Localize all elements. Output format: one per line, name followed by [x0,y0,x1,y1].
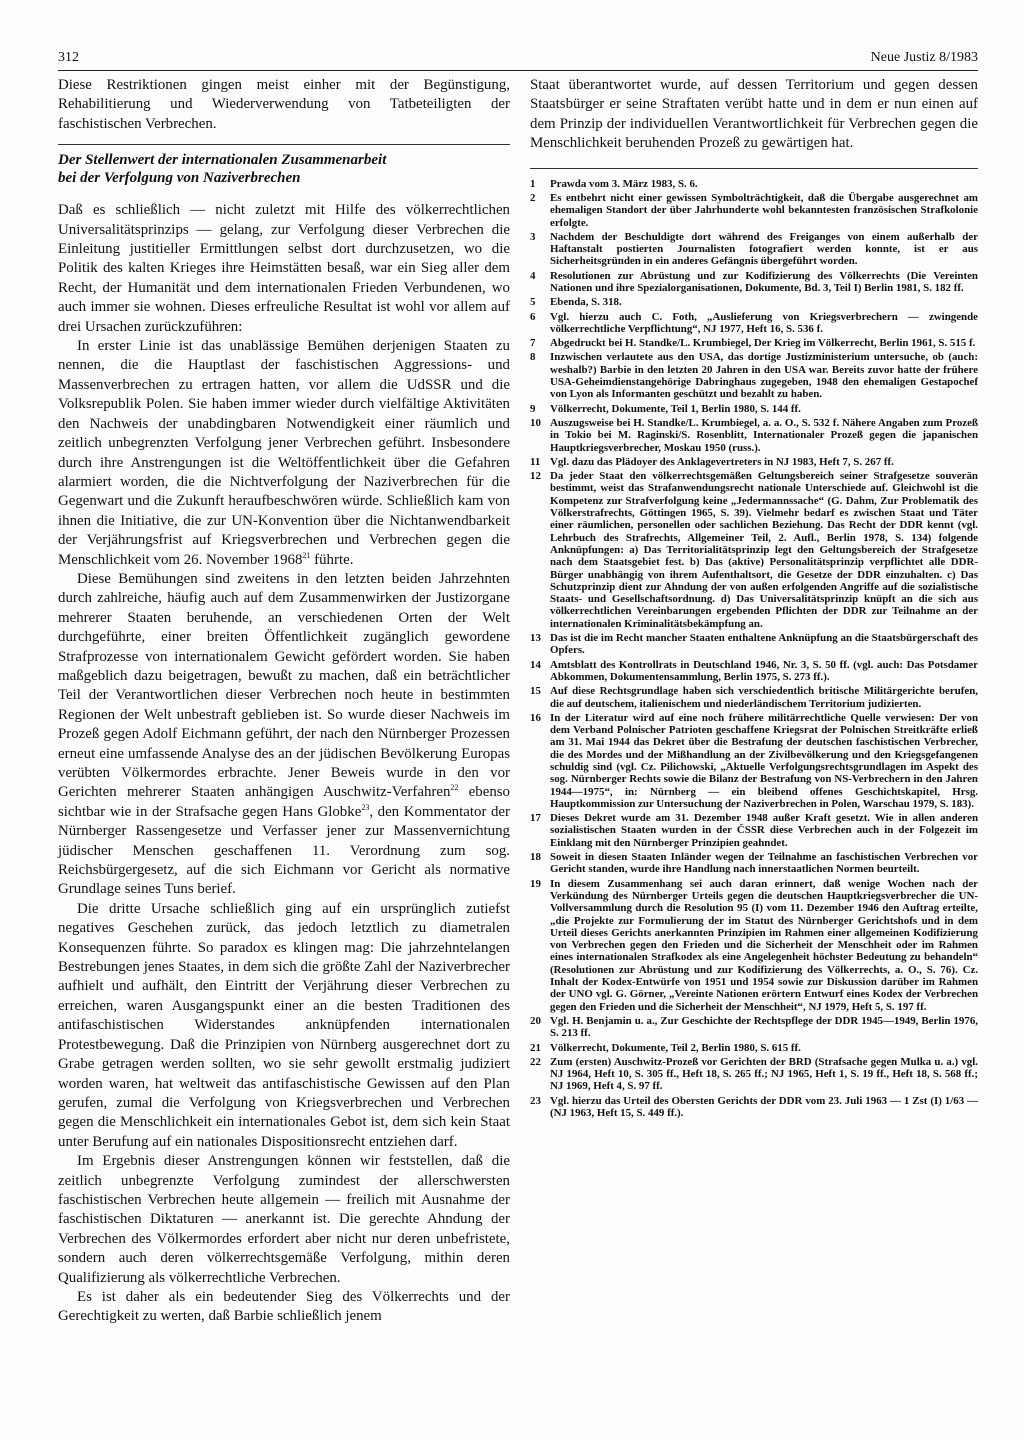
footnote-ref-23: 23 [361,802,370,812]
footnote-item [530,403,978,415]
footnote-item [530,712,978,810]
footnote-number: 7 [530,337,536,350]
footnote-number: 21 [530,1041,541,1054]
footnote-text: Dieses Dekret wurde am 31. Dezember 1948 außer Kraft gesetzt. Wie in allen anderen sozialistischen Staaten wurden in der ČSSR diese Verbrechen auch in der Folgezeit im Einklang mit den Nürnberger Prinzipien geahndet. [550,812,978,849]
footnote-item [530,231,978,268]
section-heading [58,151,510,187]
footnote-text: Inzwischen verlautete aus den USA, das dortige Justizministerium untersuche, ob (auch: weshalb?) Barbie in den letzten 20 Jahren in den USA war. Bereits zuvor hatte der frühere USA-Geheimdienstangehörige Dabringhaus zugegeben, 1948 den ehemaligen Gestapochef von Lyon als Informanten geschützt und bezahlt zu haben. [550,351,978,401]
footnote-ref-22: 22 [450,783,459,793]
footnote-item [530,878,978,1013]
journal-title: Neue Justiz 8/1983 [870,50,978,65]
footnote-text: Vgl. hierzu das Urteil des Obersten Gerichts der DDR vom 23. Juli 1963 — 1 Zst (I) 1/63 — (NJ 1963, Heft 15, S. 449 ff.). [550,1094,978,1119]
footnote-text: Da jeder Staat den völkerrechtsgemäßen Geltungsbereich seiner Strafgesetze souverän bestimmt, weist das Strafanwendungsrecht nationale Unterschiede auf. Gleichwohl ist die Kompetenz zur Strafverfolgung keine „Jedermannssache“ (G. Dahm, Zur Problematik des Völkerstrafrechts, Göttingen 1965, S. 39). Vielmehr bedarf es zwischen Staat und Täter einer räumlichen, personellen oder sachlichen Beziehung. Das Recht der DDR kennt (vgl. Lehrbuch des Strafrechts, Allgemeiner Teil, 2. Aufl., Berlin 1978, S. 134) folgende Anknüpfungen: a) Das Territorialitätsprinzip legt den Geltungsbereich der Strafgesetze nach dem Staatsgebiet fest. b) Das (aktive) Personalitätsprinzip verpflichtet alle DDR-Bürger unabhängig von ihrem Aufenthaltsort, die Gesetze der DDR einzuhalten. c) Das Schutzprinzip dient zur Ahndung der von außen erfolgenden Angriffe auf die sozialistische Staats- und Gesellschaftsordnung. d) Das Universalitätsprinzip knüpft an die sich aus völkerrechtlichen Vereinbarungen ergebenden Pflichten der DDR zur Teilnahme an der internationalen Kriminalitätsbekämpfung an. [550,470,978,630]
body-paragraph-3 [58,570,510,900]
footnote-text: In der Literatur wird auf eine noch frühere militärrechtliche Quelle verwiesen: Der von dem Verband Polnischer Patrioten geschaffene Kriegsrat der Polnischen Streitkräfte erließ am 31. Mai 1944 das Dekret über die Bestrafung der deutschen faschistischen Verbrecher, die des Mordes und der Mißhandlung an der Zivilbevölkerung und den Kriegsgefangenen schuldig sind (vgl. Cz. Pilichowski, „Aktuelle Verfolgungsrechtsgrundlagen im Aspekt des sog. Nürnberger Rechts sowie die Bilanz der Bestrafung von NS-Verbrechern in den Jahren 1944—1975“, in: Nürnberg — ein bleibend offenes Geschichtskapitel, Hrsg. Hauptkommission zur Untersuchung der Naziverbrechen in Polen, Warschau 1979, S. 183). [550,711,978,810]
footnote-number: 19 [530,877,541,890]
footnote-item [530,351,978,400]
p3-text-a: Diese Bemühungen sind zweitens in den letzten beiden Jahrzehnten durch zahlreiche, häufig auch auf dem Zusammenwirken der Justizorgane mehrerer Staaten beruhende, an verschiedenen Orten der Welt durchgeführte, einer breiten Öffentlichkeit zugänglich gewordene Strafprozesse von internationalem Gewicht gefördert worden. Sie haben maßgeblich dazu beigetragen, bewußt zu machen, daß ein beträchtlicher Teil der Verantwortlichen dieser Verbrechen noch heute in bestimmten Regionen der Welt unbestraft geblieben ist. So wurde dieser Nachweis im Prozeß gegen Adolf Eichmann geführt, der nach den Nürnberger Prozessen erneut eine umfassende Analyse des an der jüdischen Bevölkerung Europas verübten Völkermordes erbrachte. Jener Beweis wurde in den vor Gerichten mehrerer Staaten anhängigen Auschwitz-Verfahren [58,570,510,801]
footnote-text: Zum (ersten) Auschwitz-Prozeß vor Gerichten der BRD (Strafsache gegen Mulka u. a.) vgl. NJ 1964, Heft 10, S. 305 ff., Heft 18, S. 265 ff.; NJ 1965, Heft 1, S. 19 ff., Heft 18, S. 568 ff.; NJ 1969, Heft 4, S. 97 ff. [550,1055,978,1093]
footnote-number: 4 [530,269,536,282]
footnote-number: 15 [530,685,541,698]
footnote-item [530,812,978,849]
footnote-text: Auszugsweise bei H. Standke/L. Krumbiegel, a. a. O., S. 532 f. Nähere Angaben zum Prozeß in Tokio bei M. Raginski/S. Rosenblitt, Internationaler Prozeß gegen die japanischen Hauptkriegsverbrecher, Moskau 1950 (russ.). [550,416,978,454]
footnote-item [530,1095,978,1120]
footnote-item [530,417,978,454]
page-header [58,50,978,72]
footnote-text: Das ist die im Recht mancher Staaten enthaltene Anknüpfung an die Staatsbürgerschaft des Opfers. [550,632,978,657]
footnote-item [530,192,978,229]
footnote-number: 23 [530,1094,541,1107]
footnote-text: Auf diese Rechtsgrundlage haben sich verschiedentlich britische Militärgerichte berufen, die auf deutschem, italienischem und niederländischem Territorium judizierten. [550,685,978,710]
footnote-item [530,470,978,630]
left-body [58,201,510,1327]
intro-paragraph: Diese Restriktionen gingen meist einher mit der Begünstigung, Rehabilitierung und Wiederverwendung von Tatbeteiligten der faschistischen Verbrechen. [58,77,510,132]
footnote-text: Vgl. dazu das Plädoyer des Anklagevertreters in NJ 1983, Heft 7, S. 267 ff. [550,455,894,468]
heading-line-1: Der Stellenwert der internationalen Zusammenarbeit [58,152,387,169]
footnote-text: Resolutionen zur Abrüstung und zur Kodifizierung des Völkerrechts (Die Vereinten Nationen und ihre Spezialorganisationen, Dokumente, Bd. 3, Teil I) Berlin 1981, S. 182 ff. [550,269,978,294]
footnote-text: In diesem Zusammenhang sei auch daran erinnert, daß wenige Wochen nach der Verkündung des Nürnberger Urteils gegen die deutschen Hauptkriegsverbrecher die UN-Vollversammlung durch die Resolution 95 (I) vom 11. Dezember 1946 den Auftrag erteilte, „die Projekte zur Formulierung der im Statut des Nürnberger Gerichtshofs und in dem Urteil dieses Gerichts anerkannten Prinzipien im Rahmen einer allgemeinen Kodifizierung von Verbrechen gegen den Frieden und die Sicherheit der Menschheit oder im Rahmen eines internationalen Strafkodex als eine Angelegenheit höchster Bedeutung zu behandeln“ (Resolutionen zur Abrüstung und zur Kodifizierung des Völkerrechts, a. O., S. 76). Cz. Inhalt der Kodex-Entwürfe von 1951 und 1954 sowie zur Diskussion darüber im Rahmen der UNO vgl. G. Görner, „Vereinte Nationen erörtern Entwurf eines Kodex der Verbrechen gegen den Frieden und die Sicherheit der Menschheit“, NJ 1979, Heft 5, S. 197 ff. [550,877,978,1013]
footnote-number: 14 [530,658,541,671]
footnote-text: Vgl. H. Benjamin u. a., Zur Geschichte der Rechtspflege der DDR 1945—1949, Berlin 1976, S. 213 ff. [550,1014,978,1040]
footnote-number: 20 [530,1014,541,1027]
body-paragraph-1: Daß es schließlich — nicht zuletzt mit Hilfe des völkerrechtlichen Universalitätsprinzips — gelang, zur Verfolgung dieser Verbrechen die Einleitung justitieller Ermittlungen selbst dort durchzusetzen, wo die Politik des kalten Krieges ihre Heimstätten besaß, war ein Sieg aller dem Recht, der Humanität und dem internationalen Frieden Verbundenen, wo auch immer sie wohnen. Dieses erfreuliche Resultat ist wohl vor allem auf drei Ursachen zurückzuführen: [58,202,510,335]
footnote-item [530,311,978,336]
footnote-text: Es entbehrt nicht einer gewissen Symbolträchtigkeit, daß die Übergabe ausgerechnet am ehemaligen Standort der über Jahrhunderte wohl bekanntesten französischen Strafkolonie erfolgte. [550,191,978,229]
footnote-rule [530,168,978,169]
footnote-number: 13 [530,632,541,645]
header-rule [58,70,978,71]
page-number: 312 [58,50,79,65]
footnote-item [530,1042,978,1054]
p3-text-c: , den Kommentator der Nürnberger Rassengesetze und Verfasser jener zur Massenvernichtung jüdischer Menschen geschaffenen 11. Verordnung zum sog. Reichsbürgergesetz, auf die sich Eichmann vor Gericht als normative Grundlage seines Tuns berief. [58,803,510,898]
footnote-number: 12 [530,470,541,483]
footnote-item [530,685,978,710]
heading-line-2: bei der Verfolgung von Naziverbrechen [58,170,301,187]
p3-text-b: ebenso sichtbar wie in der Strafsache gegen Hans Globke [58,784,510,820]
footnote-text: Ebenda, S. 318. [550,296,622,309]
footnote-number: 1 [530,177,536,190]
footnote-item [530,1056,978,1093]
footnote-number: 8 [530,351,536,364]
footnote-text: Nachdem der Beschuldigte dort während des Freiganges von einem außerhalb der Haftanstalt postierten Journalisten fotografiert werden konnte, ist er aus Sicherheitsgründen in ein anderes Gefängnis übergeführt worden. [550,230,978,268]
footnote-item [530,659,978,684]
footnote-item [530,337,978,349]
p2-end: führte. [310,551,354,568]
footnote-text: Amtsblatt des Kontrollrats in Deutschland 1946, Nr. 3, S. 50 ff. (vgl. auch: Das Potsdamer Abkommen, Dokumentensammlung, Berlin 1975, S. 273 ff.). [550,658,978,683]
footnote-number: 16 [530,711,541,724]
section-rule [58,144,510,145]
body-paragraph-6: Es ist daher als ein bedeutender Sieg des Völkerrechts und der Gerechtigkeit zu werten, daß Barbie schließlich jenem [58,1288,510,1325]
footnote-item [530,851,978,876]
footnote-text: Völkerrecht, Dokumente, Teil 1, Berlin 1980, S. 144 ff. [550,402,801,415]
footnote-list [530,178,978,1120]
footnote-text: Soweit in diesen Staaten Inländer wegen der Teilnahme an faschistischen Verbrechen vor Gericht standen, wurde ihre Handlung nach innerstaatlichen Normen beurteilt. [550,851,978,876]
footnote-item [530,1015,978,1040]
footnote-number: 18 [530,851,541,864]
footnote-number: 5 [530,296,536,309]
footnote-text: Vgl. hierzu auch C. Foth, „Auslieferung von Kriegsverbrechern — zwingende völkerrechtliche Verpflichtung“, NJ 1977, Heft 16, S. 536 f. [550,310,978,335]
footnote-number: 3 [530,230,536,243]
footnote-item [530,178,978,190]
footnote-number: 6 [530,310,536,323]
right-intro-paragraph: Staat überantwortet wurde, auf dessen Territorium und gegen dessen Staatsbürger er seine Straftaten verübt hatte und in dem er nun einen auf dem Prinzip der individuellen Verantwortlichkeit für Verbrechen gegen die Menschlichkeit beruhenden Prozeß zu gewärtigen hat. [530,77,978,152]
footnote-ref-21: 21 [302,550,311,560]
footnote-item [530,456,978,468]
footnote-number: 10 [530,416,541,429]
footnote-item [530,270,978,295]
body-paragraph-5: Im Ergebnis dieser Anstrengungen können wir feststellen, daß die zeitlich unbegrenzte Verfolgung zumindest der allerschwersten faschistischen Verbrechen heute allgemein — freilich mit Ausnahme der faschistischen Diktaturen — anerkannt ist. Die gerechte Ahndung der Verbrechen des Völkermordes erfordert aber nicht nur deren unbefristete, sondern auch deren völkerrechtsgemäße Verfolgung, mithin deren Qualifizierung als völkerrechtliche Verbrechen. [58,1153,510,1286]
right-column [530,76,978,1121]
footnote-number: 9 [530,402,536,415]
body-paragraph-4: Die dritte Ursache schließlich ging auf ein ursprünglich zutiefst negatives Geschehen zurück, das jedoch letztlich zu diametralen Konsequenzen führte. So paradox es klingen mag: Die jahrzehntelangen Bestrebungen jenes Staates, in dem sich die größte Zahl der Naziverbrecher aufhielt und aufhält, den Eintritt der Verjährung dieser Verbrechen zu erreichen, waren Ausgangspunkt einer an die besten Traditionen des antifaschistischen Widerstandes anknüpfenden internationalen Protestbewegung. Daß die Prinzipien von Nürnberg ausgerechnet dort zu Grabe getragen werden sollten, wo sie sehr gewollt erstmalig judiziert worden waren, hat weltweit das antifaschistische Gewissen auf den Plan gerufen, zumal die Verfolgung von Kriegsverbrechen und Verbrechen gegen die Menschlichkeit ein internationales Gebot ist, dem sich kein Staat unter Berufung auf ein nationales Dispositionsrecht entziehen darf. [58,900,510,1150]
footnote-number: 11 [530,455,541,468]
footnote-number: 2 [530,191,536,204]
footnote-text: Völkerrecht, Dokumente, Teil 2, Berlin 1980, S. 615 ff. [550,1041,801,1054]
footnote-item [530,632,978,657]
footnote-item [530,296,978,308]
p2-text: In erster Linie ist das unablässige Bemühen derjenigen Staaten zu nennen, die die Hauptlast der faschistischen Aggressions- und Massenverbrechen zu ertragen hatten, vor allem die UdSSR und die Volksrepublik Polen. Sie haben immer wieder durch vielfältige Aktivitäten den Nachweis der unabdingbaren Notwendigkeit einer räumlich und zeitlich unbegrenzten Verfolgung jener Verbrechen geführt. Insbesondere durch ihre Anstrengungen ist die Weltöffentlichkeit über die Gefahren alarmiert worden, die die Nichtverfolgung der Naziverbrechen für die Gegenwart und die Zukunft heraufbeschwören würde. Schließlich kam von ihnen die Initiative, die zur UN-Konvention über die Nichtanwendbarkeit der Verjährungsfrist auf Kriegsverbrechen und Verbrechen gegen die Menschlichkeit vom 26. November 1968 [58,338,510,568]
footnote-number: 17 [530,812,541,825]
footnote-text: Prawda vom 3. März 1983, S. 6. [550,177,698,190]
left-intro [58,76,510,134]
body-paragraph-2 [58,337,510,570]
footnote-text: Abgedruckt bei H. Standke/L. Krumbiegel, Der Krieg im Völkerrecht, Berlin 1961, S. 515 f. [550,337,976,350]
footnote-number: 22 [530,1055,541,1068]
left-column [58,76,510,1327]
